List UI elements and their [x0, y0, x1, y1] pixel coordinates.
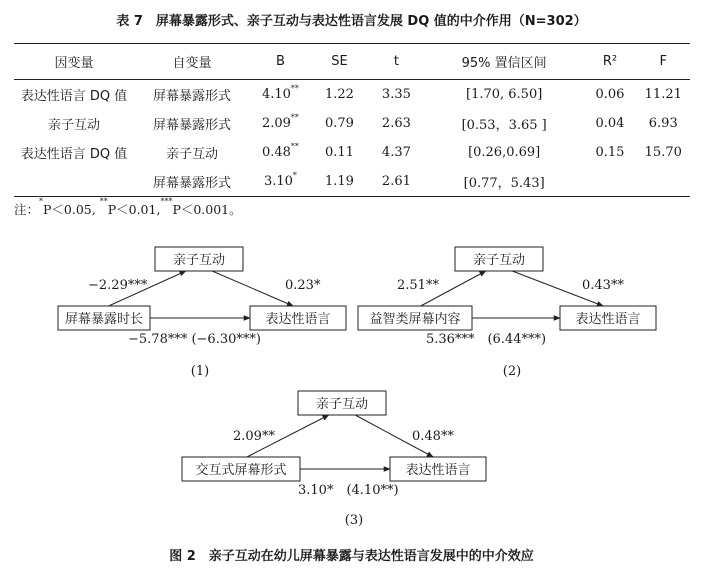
b-value: 3.10	[263, 174, 293, 189]
header-b: B	[275, 54, 285, 69]
coef-c: 5.36*** (6.44***)	[426, 332, 547, 347]
b-significance: *	[292, 171, 297, 180]
note-p2: P＜0.01,	[107, 202, 161, 217]
predictor-label: 屏幕暴露时长	[64, 312, 144, 327]
note-sig-2: **	[99, 197, 108, 206]
mediation-diagram-1	[58, 247, 346, 379]
coef-c: 3.10* (4.10**)	[298, 483, 399, 498]
header-t: t	[393, 54, 399, 69]
coef-b: 0.23*	[285, 278, 321, 293]
cell-iv: 屏幕暴露形式	[152, 118, 231, 133]
note-sig-3: ***	[160, 197, 173, 206]
cell-iv: 亲子互动	[165, 147, 218, 162]
cell-ci: [0.53，3.65 ]	[461, 118, 547, 133]
cell-ci: [1.70, 6.50]	[466, 87, 543, 102]
coef-a: 2.09**	[233, 429, 275, 444]
mediation-diagram-2	[358, 247, 656, 379]
outcome-label: 表达性语言	[405, 463, 471, 478]
cell-ci: [0.26,0.69]	[468, 145, 541, 160]
cell-ci: [0.77，5.43]	[463, 176, 545, 191]
cell-f: 11.21	[644, 87, 682, 102]
coef-b: 0.48**	[412, 429, 454, 444]
cell-f: 15.70	[644, 145, 682, 160]
b-significance: **	[290, 113, 299, 122]
header-dependent-variable: 因变量	[54, 56, 94, 71]
coef-c: −5.78*** (−6.30***)	[128, 332, 261, 347]
table-caption: 表 7 屏幕暴露形式、亲子互动与表达性语言发展 DQ 值的中介作用（N=302）	[116, 14, 587, 29]
b-significance: **	[290, 142, 299, 151]
diagram-number: (3)	[344, 513, 364, 528]
coef-b: 0.43**	[582, 278, 624, 293]
note-prefix: 注：	[14, 202, 40, 217]
mediator-label: 亲子互动	[315, 397, 369, 412]
header-f: F	[659, 54, 667, 69]
cell-t: 2.63	[381, 116, 411, 131]
note-p1: P＜0.05,	[43, 202, 100, 217]
cell-r2: 0.06	[595, 87, 625, 102]
cell-t: 4.37	[381, 145, 411, 160]
mediation-diagram-3	[182, 391, 486, 528]
cell-r2: 0.04	[595, 116, 625, 131]
header-se: SE	[331, 54, 348, 69]
coef-a: 2.51**	[397, 278, 439, 293]
cell-r2: 0.15	[595, 145, 625, 160]
cell-se: 1.22	[324, 87, 354, 102]
cell-se: 0.11	[324, 145, 354, 160]
outcome-label: 表达性语言	[575, 312, 641, 327]
header-ci: 95% 置信区间	[461, 56, 547, 71]
b-value: 2.09	[261, 116, 291, 131]
note-p3: P＜0.001。	[172, 202, 242, 217]
cell-dv: 表达性语言 DQ 值	[20, 89, 128, 104]
cell-t: 3.35	[381, 87, 411, 102]
b-value: 0.48	[261, 145, 291, 160]
predictor-label: 交互式屏幕形式	[195, 463, 287, 478]
cell-f: 6.93	[648, 116, 678, 131]
cell-t: 2.61	[381, 174, 411, 189]
mediator-label: 亲子互动	[172, 253, 226, 268]
diagram-number: (2)	[502, 364, 522, 379]
b-significance: **	[290, 84, 299, 93]
mediator-label: 亲子互动	[472, 253, 526, 268]
note-sig-1: *	[39, 197, 44, 206]
header-independent-variable: 自变量	[172, 56, 212, 71]
predictor-label: 益智类屏幕内容	[369, 312, 461, 327]
outcome-label: 表达性语言	[265, 312, 331, 327]
cell-dv: 亲子互动	[48, 118, 101, 133]
cell-se: 1.19	[324, 174, 354, 189]
header-r2: R²	[602, 54, 618, 69]
cell-dv: 表达性语言 DQ 值	[20, 147, 128, 162]
cell-iv: 屏幕暴露形式	[152, 89, 231, 104]
b-value: 4.10	[261, 87, 291, 102]
figure-caption: 图 2 亲子互动在幼儿屏幕暴露与表达性语言发展中的中介效应	[169, 549, 534, 564]
cell-se: 0.79	[324, 116, 354, 131]
cell-iv: 屏幕暴露形式	[152, 176, 231, 191]
diagram-number: (1)	[190, 364, 210, 379]
coef-a: −2.29***	[88, 278, 148, 293]
path-b-arrow	[212, 271, 293, 306]
